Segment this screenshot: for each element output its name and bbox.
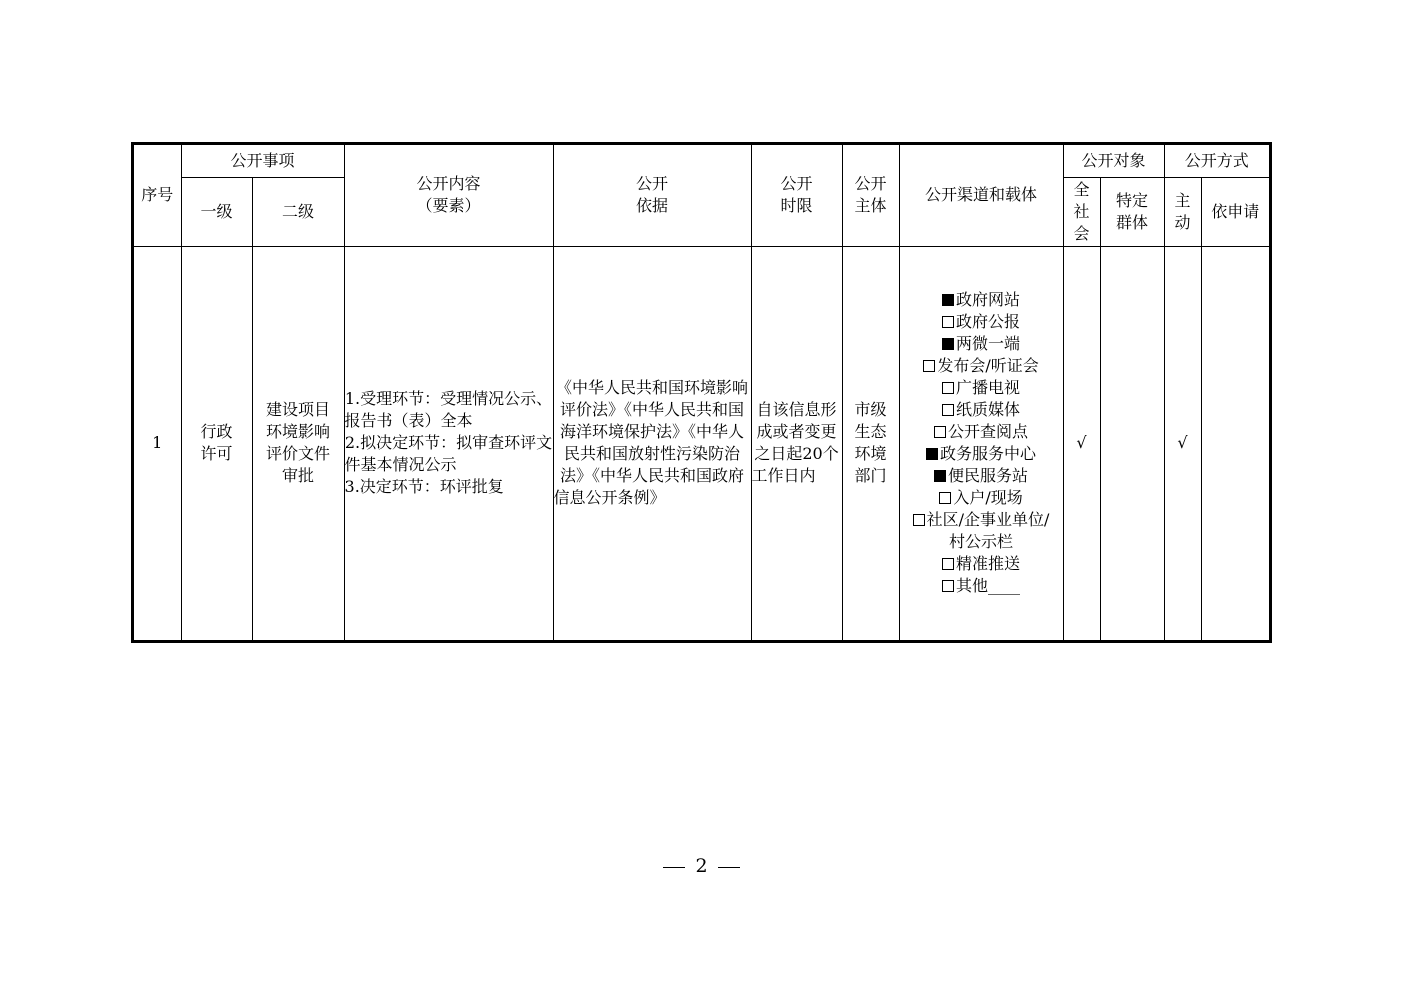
- unchecked-box-icon: [939, 492, 951, 504]
- cell-time-limit: 自该信息形成或者变更之日起20个工作日内: [751, 246, 842, 640]
- cell-level1-line1: 行政: [200, 422, 233, 442]
- table-row: [134, 246, 1269, 640]
- page-number: 2: [695, 855, 708, 877]
- header-channels: 公开渠道和载体: [899, 145, 1063, 246]
- header-method-active-char1: 主: [1174, 190, 1191, 210]
- page-footer: [0, 853, 1403, 879]
- channel-item: [900, 443, 1063, 465]
- channel-item: [900, 289, 1063, 311]
- unchecked-box-icon: [934, 426, 946, 438]
- unchecked-box-icon: [942, 580, 954, 592]
- cell-seq: 1: [134, 246, 181, 640]
- cell-content-step1: 1.受理环节：受理情况公示、报告书（表）全本: [344, 389, 553, 431]
- channel-item-label: 入户/现场: [953, 488, 1023, 508]
- channel-item-label: 政府公报: [956, 312, 1021, 332]
- cell-content-step2: 2.拟决定环节：拟审查环评文件基本情况公示: [344, 433, 553, 475]
- header-row-1: [134, 145, 1269, 177]
- header-object-all-char1: 全: [1073, 179, 1090, 199]
- cell-level2-line1: 建设项目: [266, 400, 331, 420]
- channel-item-label: 便民服务站: [948, 466, 1029, 486]
- channel-item: [900, 311, 1063, 333]
- cell-channels: [899, 246, 1063, 640]
- header-method-active-char2: 动: [1174, 212, 1191, 232]
- header-object-all-char2: 社: [1073, 201, 1090, 221]
- header-content-line1: 公开内容: [416, 174, 481, 194]
- channel-item: [900, 487, 1063, 509]
- channel-item-label: 精准推送: [956, 554, 1021, 574]
- header-time-limit: [751, 145, 842, 246]
- checked-box-icon: [926, 448, 938, 460]
- channel-item: [900, 575, 1063, 597]
- channel-item-label: 发布会/听证会: [937, 356, 1039, 376]
- cell-level2-line3: 评价文件: [266, 444, 331, 464]
- cell-content-step3: 3.决定环节：环评批复: [344, 477, 504, 497]
- channel-item: [900, 531, 1063, 553]
- header-object-all: [1063, 177, 1100, 246]
- header-time-line1: 公开: [780, 174, 813, 194]
- cell-level2: [252, 246, 344, 640]
- channel-item-label: 村公示栏: [949, 532, 1014, 552]
- header-content: [344, 145, 553, 246]
- channel-item-label: 社区/企事业单位/: [926, 510, 1050, 530]
- cell-method-request: [1201, 246, 1269, 640]
- cell-subject-line4: 部门: [854, 466, 887, 486]
- header-basis-line2: 依据: [636, 196, 669, 216]
- cell-level2-line2: 环境影响: [266, 422, 331, 442]
- header-method-request: 依申请: [1201, 177, 1269, 246]
- checked-box-icon: [942, 338, 954, 350]
- cell-level1-line2: 许可: [200, 444, 233, 464]
- header-subject-line2: 主体: [854, 196, 887, 216]
- header-subject: [842, 145, 899, 246]
- unchecked-box-icon: [942, 558, 954, 570]
- disclosure-table: [134, 145, 1269, 640]
- cell-subject-line2: 生态: [854, 422, 887, 442]
- header-object-specific-line1: 特定: [1116, 190, 1149, 210]
- cell-content: [344, 246, 553, 640]
- header-time-line2: 时限: [780, 196, 813, 216]
- unchecked-box-icon: [942, 404, 954, 416]
- header-level1: 一级: [181, 177, 252, 246]
- header-object-specific-line2: 群体: [1116, 212, 1149, 232]
- cell-object-specific: [1100, 246, 1164, 640]
- header-seq: 序号: [134, 145, 181, 246]
- header-method-active: [1164, 177, 1201, 246]
- channel-item: [900, 509, 1063, 531]
- channel-item-label: 纸质媒体: [956, 400, 1021, 420]
- channel-item: [900, 355, 1063, 377]
- checked-box-icon: [942, 294, 954, 306]
- channel-item: [900, 399, 1063, 421]
- footer-dash-left: [663, 867, 685, 868]
- channel-item-label: 广播电视: [956, 378, 1021, 398]
- channel-item-label: 其他____: [956, 576, 1021, 596]
- channel-item: [900, 421, 1063, 443]
- footer-dash-right: [718, 867, 740, 868]
- cell-method-active: √: [1164, 246, 1201, 640]
- channel-item: [900, 553, 1063, 575]
- cell-subject-line1: 市级: [854, 400, 887, 420]
- channel-item-label: 公开查阅点: [948, 422, 1029, 442]
- channel-item-label: 两微一端: [956, 334, 1021, 354]
- header-level2: 二级: [252, 177, 344, 246]
- channel-item-label: 政务服务中心: [940, 444, 1037, 464]
- checked-box-icon: [934, 470, 946, 482]
- cell-level2-line4: 审批: [282, 466, 315, 486]
- cell-object-all: √: [1063, 246, 1100, 640]
- cell-basis: 《中华人民共和国环境影响评价法》《中华人民共和国海洋环境保护法》《中华人民共和国放射性污染防治法》《中华人民共和国政府信息公开条例》: [553, 246, 751, 640]
- header-basis: [553, 145, 751, 246]
- cell-subject: [842, 246, 899, 640]
- header-object-specific: [1100, 177, 1164, 246]
- unchecked-box-icon: [942, 382, 954, 394]
- header-item-group: 公开事项: [181, 145, 344, 177]
- cell-level1: [181, 246, 252, 640]
- channel-list: [900, 289, 1063, 597]
- header-object-group: 公开对象: [1063, 145, 1164, 177]
- header-method-group: 公开方式: [1164, 145, 1269, 177]
- channel-item: [900, 377, 1063, 399]
- header-basis-line1: 公开: [636, 174, 669, 194]
- channel-item: [900, 465, 1063, 487]
- channel-item: [900, 333, 1063, 355]
- channel-item-label: 政府网站: [956, 290, 1021, 310]
- unchecked-box-icon: [923, 360, 935, 372]
- header-content-line2: （要素）: [416, 196, 481, 216]
- header-object-all-char3: 会: [1073, 223, 1090, 243]
- unchecked-box-icon: [913, 514, 925, 526]
- disclosure-table-frame: [131, 142, 1272, 643]
- header-subject-line1: 公开: [854, 174, 887, 194]
- cell-subject-line3: 环境: [854, 444, 887, 464]
- unchecked-box-icon: [942, 316, 954, 328]
